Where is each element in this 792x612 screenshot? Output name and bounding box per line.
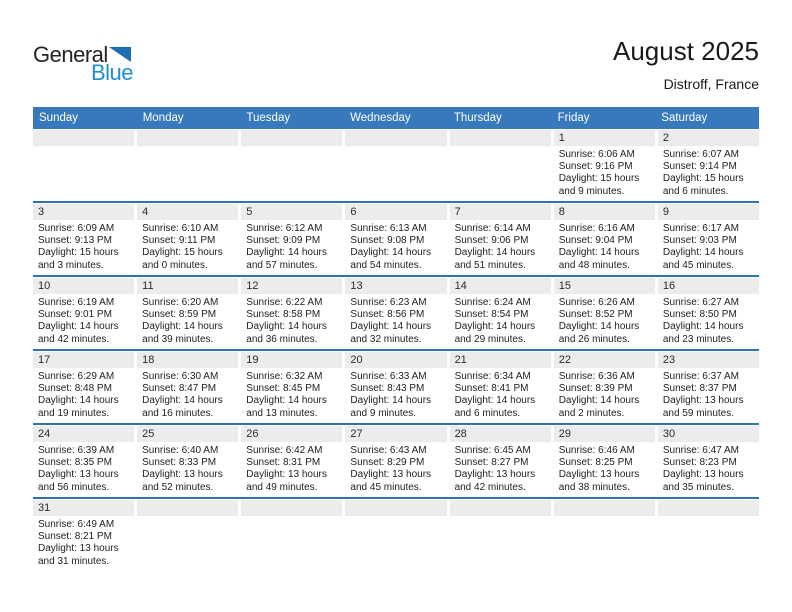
daylight-minutes-text: and 0 minutes. (142, 259, 208, 271)
daylight-minutes-text: and 2 minutes. (558, 407, 625, 419)
sunset-text: Sunset: 8:52 PM (558, 309, 633, 321)
daylight-minutes-text: and 45 minutes. (662, 259, 735, 271)
day-details (554, 220, 655, 272)
sunset-text: Sunset: 8:54 PM (454, 309, 529, 321)
day-number: 31 (33, 500, 134, 516)
day-number (137, 130, 238, 146)
daylight-hours-text: Daylight: 13 hours (350, 469, 432, 481)
day-cell (137, 351, 238, 423)
daylight-minutes-text: and 26 minutes. (558, 333, 630, 345)
sunset-text: Sunset: 9:09 PM (246, 235, 321, 247)
sunset-text: Sunset: 8:56 PM (350, 309, 425, 321)
daylight-hours-text: Daylight: 15 hours (142, 247, 223, 259)
weekday-header-monday: Monday (142, 112, 184, 124)
sunrise-text: Sunrise: 6:07 AM (662, 149, 739, 160)
calendar-table (33, 107, 759, 582)
daylight-minutes-text: and 31 minutes. (38, 555, 110, 567)
daylight-hours-text: Daylight: 14 hours (142, 321, 223, 333)
logo-text-blue: Blue (91, 60, 134, 85)
day-number (241, 500, 342, 516)
sunset-text: Sunset: 9:16 PM (558, 161, 633, 173)
daylight-hours-text: Daylight: 14 hours (662, 321, 744, 333)
sunrise-text: Sunrise: 6:39 AM (38, 445, 115, 456)
daylight-minutes-text: and 42 minutes. (38, 333, 110, 345)
day-details (33, 516, 134, 568)
daylight-minutes-text: and 6 minutes. (454, 407, 521, 419)
day-details (33, 368, 134, 420)
sunrise-text: Sunrise: 6:26 AM (558, 297, 635, 308)
day-cell (658, 351, 759, 423)
day-details (345, 442, 446, 494)
weekday-header-thursday: Thursday (453, 112, 502, 124)
daylight-minutes-text: and 51 minutes. (454, 259, 526, 271)
day-details (554, 442, 655, 494)
day-cell (554, 425, 655, 497)
day-cell-empty (137, 129, 238, 201)
day-number: 4 (137, 204, 238, 220)
day-details (450, 368, 551, 420)
weeks-container (33, 129, 759, 582)
daylight-minutes-text: and 57 minutes. (246, 259, 318, 271)
day-cell-empty (345, 499, 446, 582)
day-details (33, 442, 134, 494)
day-cell (450, 425, 551, 497)
weekday-header-tuesday: Tuesday (246, 112, 291, 124)
daylight-minutes-text: and 36 minutes. (246, 333, 318, 345)
weekday-header-sunday: Sunday (39, 112, 79, 124)
sunset-text: Sunset: 8:41 PM (454, 383, 529, 395)
daylight-minutes-text: and 59 minutes. (662, 407, 735, 419)
day-details (33, 220, 134, 272)
day-cell (554, 277, 655, 349)
daylight-hours-text: Daylight: 13 hours (246, 469, 327, 481)
daylight-minutes-text: and 16 minutes. (142, 407, 214, 419)
sunset-text: Sunset: 8:50 PM (662, 309, 737, 321)
sunrise-text: Sunrise: 6:33 AM (350, 371, 427, 382)
day-cell (137, 277, 238, 349)
sunrise-text: Sunrise: 6:10 AM (142, 223, 219, 234)
sunset-text: Sunset: 8:45 PM (246, 383, 321, 395)
sunrise-text: Sunrise: 6:47 AM (662, 445, 739, 456)
day-details (554, 368, 655, 420)
sunrise-text: Sunrise: 6:37 AM (662, 371, 739, 382)
title-block (613, 36, 759, 92)
day-number: 18 (137, 352, 238, 368)
week-row (33, 129, 759, 203)
week-row (33, 351, 759, 425)
day-details (450, 294, 551, 346)
sunrise-text: Sunrise: 6:14 AM (454, 223, 531, 234)
sunset-text: Sunset: 9:01 PM (38, 309, 112, 321)
day-number (450, 130, 551, 146)
day-cell-empty (554, 499, 655, 582)
day-number (554, 500, 655, 516)
day-number (450, 500, 551, 516)
sunset-text: Sunset: 9:03 PM (662, 235, 737, 247)
week-row (33, 277, 759, 351)
day-number: 5 (241, 204, 342, 220)
day-cell (658, 277, 759, 349)
daylight-minutes-text: and 45 minutes. (350, 481, 422, 493)
day-cell-empty (345, 129, 446, 201)
day-number: 14 (450, 278, 551, 294)
day-number: 26 (241, 426, 342, 442)
sunrise-text: Sunrise: 6:24 AM (454, 297, 531, 308)
day-number (137, 500, 238, 516)
day-cell (554, 351, 655, 423)
sunset-text: Sunset: 9:08 PM (350, 235, 425, 247)
daylight-hours-text: Daylight: 14 hours (558, 321, 640, 333)
day-details (137, 220, 238, 272)
day-details (241, 368, 342, 420)
sunrise-text: Sunrise: 6:49 AM (38, 519, 115, 530)
day-cell (450, 351, 551, 423)
day-number: 25 (137, 426, 238, 442)
day-details (658, 368, 759, 420)
day-number: 15 (554, 278, 655, 294)
sunrise-text: Sunrise: 6:32 AM (246, 371, 323, 382)
day-cell (33, 203, 134, 275)
daylight-minutes-text: and 39 minutes. (142, 333, 214, 345)
daylight-hours-text: Daylight: 13 hours (38, 469, 119, 481)
daylight-hours-text: Daylight: 14 hours (246, 247, 327, 259)
day-number: 10 (33, 278, 134, 294)
day-cell-empty (658, 499, 759, 582)
sunrise-text: Sunrise: 6:12 AM (246, 223, 323, 234)
sunset-text: Sunset: 9:14 PM (662, 161, 737, 173)
sunset-text: Sunset: 8:21 PM (38, 531, 112, 543)
day-cell (450, 277, 551, 349)
day-number: 3 (33, 204, 134, 220)
page-location: Distroff, France (663, 76, 759, 92)
sunset-text: Sunset: 8:48 PM (38, 383, 112, 395)
day-number: 21 (450, 352, 551, 368)
sunset-text: Sunset: 8:33 PM (142, 457, 217, 469)
sunset-text: Sunset: 8:25 PM (558, 457, 633, 469)
daylight-minutes-text: and 54 minutes. (350, 259, 422, 271)
daylight-hours-text: Daylight: 13 hours (38, 543, 119, 555)
day-details (345, 294, 446, 346)
day-details (658, 442, 759, 494)
daylight-hours-text: Daylight: 14 hours (558, 395, 640, 407)
day-cell (33, 425, 134, 497)
daylight-minutes-text: and 48 minutes. (558, 259, 630, 271)
day-details (137, 442, 238, 494)
day-number: 30 (658, 426, 759, 442)
sunset-text: Sunset: 8:58 PM (246, 309, 321, 321)
daylight-hours-text: Daylight: 14 hours (558, 247, 640, 259)
day-cell-empty (137, 499, 238, 582)
day-cell (33, 499, 134, 582)
day-number: 16 (658, 278, 759, 294)
sunset-text: Sunset: 8:29 PM (350, 457, 425, 469)
day-cell (345, 277, 446, 349)
day-details (450, 442, 551, 494)
general-blue-logo (33, 44, 133, 84)
sunset-text: Sunset: 8:43 PM (350, 383, 425, 395)
page-title: August 2025 (612, 36, 759, 66)
day-number: 17 (33, 352, 134, 368)
sunrise-text: Sunrise: 6:36 AM (558, 371, 635, 382)
day-number (658, 500, 759, 516)
day-details (241, 294, 342, 346)
daylight-hours-text: Daylight: 14 hours (350, 321, 432, 333)
day-number: 28 (450, 426, 551, 442)
daylight-hours-text: Daylight: 14 hours (350, 395, 432, 407)
sunrise-text: Sunrise: 6:23 AM (350, 297, 427, 308)
day-number: 19 (241, 352, 342, 368)
daylight-minutes-text: and 13 minutes. (246, 407, 318, 419)
daylight-hours-text: Daylight: 14 hours (38, 321, 119, 333)
daylight-minutes-text: and 3 minutes. (38, 259, 104, 271)
day-number: 23 (658, 352, 759, 368)
sunrise-text: Sunrise: 6:29 AM (38, 371, 115, 382)
weekday-header-saturday: Saturday (661, 112, 708, 124)
daylight-minutes-text: and 9 minutes. (558, 185, 625, 197)
daylight-hours-text: Daylight: 15 hours (558, 173, 640, 185)
day-number (241, 130, 342, 146)
day-cell (345, 425, 446, 497)
day-number: 12 (241, 278, 342, 294)
day-cell (241, 425, 342, 497)
daylight-hours-text: Daylight: 14 hours (246, 321, 327, 333)
sunset-text: Sunset: 8:27 PM (454, 457, 529, 469)
day-cell (33, 351, 134, 423)
weekday-header-wednesday: Wednesday (350, 112, 411, 124)
day-number: 13 (345, 278, 446, 294)
day-number: 9 (658, 204, 759, 220)
sunset-text: Sunset: 9:13 PM (38, 235, 112, 247)
daylight-hours-text: Daylight: 14 hours (454, 395, 536, 407)
sunrise-text: Sunrise: 6:27 AM (662, 297, 739, 308)
day-cell-empty (241, 129, 342, 201)
sunrise-text: Sunrise: 6:20 AM (142, 297, 219, 308)
day-cell (554, 129, 655, 201)
day-details (33, 294, 134, 346)
sunset-text: Sunset: 8:23 PM (662, 457, 737, 469)
weekday-header-friday: Friday (557, 112, 590, 124)
day-details (241, 442, 342, 494)
sunset-text: Sunset: 8:35 PM (38, 457, 112, 469)
day-cell-empty (450, 129, 551, 201)
day-details (658, 294, 759, 346)
daylight-minutes-text: and 9 minutes. (350, 407, 417, 419)
daylight-minutes-text: and 6 minutes. (662, 185, 729, 197)
sunset-text: Sunset: 9:11 PM (142, 235, 216, 247)
day-details (241, 220, 342, 272)
week-row (33, 203, 759, 277)
day-cell (658, 203, 759, 275)
day-cell (554, 203, 655, 275)
day-number: 7 (450, 204, 551, 220)
day-details (345, 368, 446, 420)
day-details (554, 294, 655, 346)
sunrise-text: Sunrise: 6:13 AM (350, 223, 427, 234)
daylight-hours-text: Daylight: 15 hours (662, 173, 744, 185)
day-cell-empty (241, 499, 342, 582)
day-details (554, 146, 655, 198)
week-row (33, 425, 759, 499)
day-cell (33, 277, 134, 349)
daylight-minutes-text: and 19 minutes. (38, 407, 110, 419)
day-details (658, 220, 759, 272)
week-row (33, 499, 759, 582)
sunrise-text: Sunrise: 6:46 AM (558, 445, 635, 456)
daylight-hours-text: Daylight: 14 hours (454, 321, 536, 333)
daylight-hours-text: Daylight: 14 hours (350, 247, 432, 259)
day-cell (658, 129, 759, 201)
daylight-minutes-text: and 32 minutes. (350, 333, 422, 345)
day-number: 29 (554, 426, 655, 442)
day-details (450, 220, 551, 272)
day-cell (241, 351, 342, 423)
sunset-text: Sunset: 9:06 PM (454, 235, 529, 247)
daylight-minutes-text: and 29 minutes. (454, 333, 526, 345)
day-cell (450, 203, 551, 275)
sunrise-text: Sunrise: 6:40 AM (142, 445, 219, 456)
sunset-text: Sunset: 8:39 PM (558, 383, 633, 395)
daylight-hours-text: Daylight: 14 hours (142, 395, 223, 407)
day-number: 22 (554, 352, 655, 368)
logo-text-general: General (33, 42, 108, 67)
day-number: 6 (345, 204, 446, 220)
day-cell (241, 277, 342, 349)
sunrise-text: Sunrise: 6:09 AM (38, 223, 115, 234)
day-details (658, 146, 759, 198)
day-cell (345, 203, 446, 275)
sunset-text: Sunset: 8:47 PM (142, 383, 217, 395)
day-cell (345, 351, 446, 423)
sunset-text: Sunset: 9:04 PM (558, 235, 633, 247)
daylight-hours-text: Daylight: 15 hours (38, 247, 119, 259)
sunrise-text: Sunrise: 6:17 AM (662, 223, 739, 234)
sunset-text: Sunset: 8:59 PM (142, 309, 217, 321)
daylight-minutes-text: and 49 minutes. (246, 481, 318, 493)
day-cell-empty (450, 499, 551, 582)
sunrise-text: Sunrise: 6:42 AM (246, 445, 323, 456)
sunrise-text: Sunrise: 6:43 AM (350, 445, 427, 456)
day-number: 1 (554, 130, 655, 146)
day-number (345, 130, 446, 146)
sunrise-text: Sunrise: 6:06 AM (558, 149, 635, 160)
sunset-text: Sunset: 8:31 PM (246, 457, 321, 469)
day-number: 24 (33, 426, 134, 442)
daylight-minutes-text: and 35 minutes. (662, 481, 735, 493)
daylight-hours-text: Daylight: 14 hours (38, 395, 119, 407)
daylight-minutes-text: and 38 minutes. (558, 481, 630, 493)
daylight-hours-text: Daylight: 13 hours (558, 469, 640, 481)
daylight-minutes-text: and 23 minutes. (662, 333, 735, 345)
day-number (33, 130, 134, 146)
day-cell (137, 203, 238, 275)
day-details (137, 368, 238, 420)
sunrise-text: Sunrise: 6:45 AM (454, 445, 531, 456)
day-number: 2 (658, 130, 759, 146)
sunset-text: Sunset: 8:37 PM (662, 383, 737, 395)
day-number: 27 (345, 426, 446, 442)
day-number (345, 500, 446, 516)
daylight-minutes-text: and 56 minutes. (38, 481, 110, 493)
sunrise-text: Sunrise: 6:34 AM (454, 371, 531, 382)
day-details (345, 220, 446, 272)
sunrise-text: Sunrise: 6:16 AM (558, 223, 635, 234)
sunrise-text: Sunrise: 6:30 AM (142, 371, 219, 382)
day-cell (658, 425, 759, 497)
day-details (137, 294, 238, 346)
daylight-hours-text: Daylight: 14 hours (454, 247, 536, 259)
day-number: 8 (554, 204, 655, 220)
day-number: 11 (137, 278, 238, 294)
weekday-header-row (33, 107, 759, 129)
daylight-minutes-text: and 52 minutes. (142, 481, 214, 493)
daylight-hours-text: Daylight: 13 hours (142, 469, 223, 481)
day-cell-empty (33, 129, 134, 201)
daylight-hours-text: Daylight: 13 hours (662, 395, 744, 407)
daylight-hours-text: Daylight: 14 hours (662, 247, 744, 259)
sunrise-text: Sunrise: 6:22 AM (246, 297, 323, 308)
daylight-hours-text: Daylight: 13 hours (454, 469, 536, 481)
day-cell (137, 425, 238, 497)
day-cell (241, 203, 342, 275)
daylight-hours-text: Daylight: 13 hours (662, 469, 744, 481)
day-number: 20 (345, 352, 446, 368)
daylight-hours-text: Daylight: 14 hours (246, 395, 327, 407)
daylight-minutes-text: and 42 minutes. (454, 481, 526, 493)
sunrise-text: Sunrise: 6:19 AM (38, 297, 115, 308)
